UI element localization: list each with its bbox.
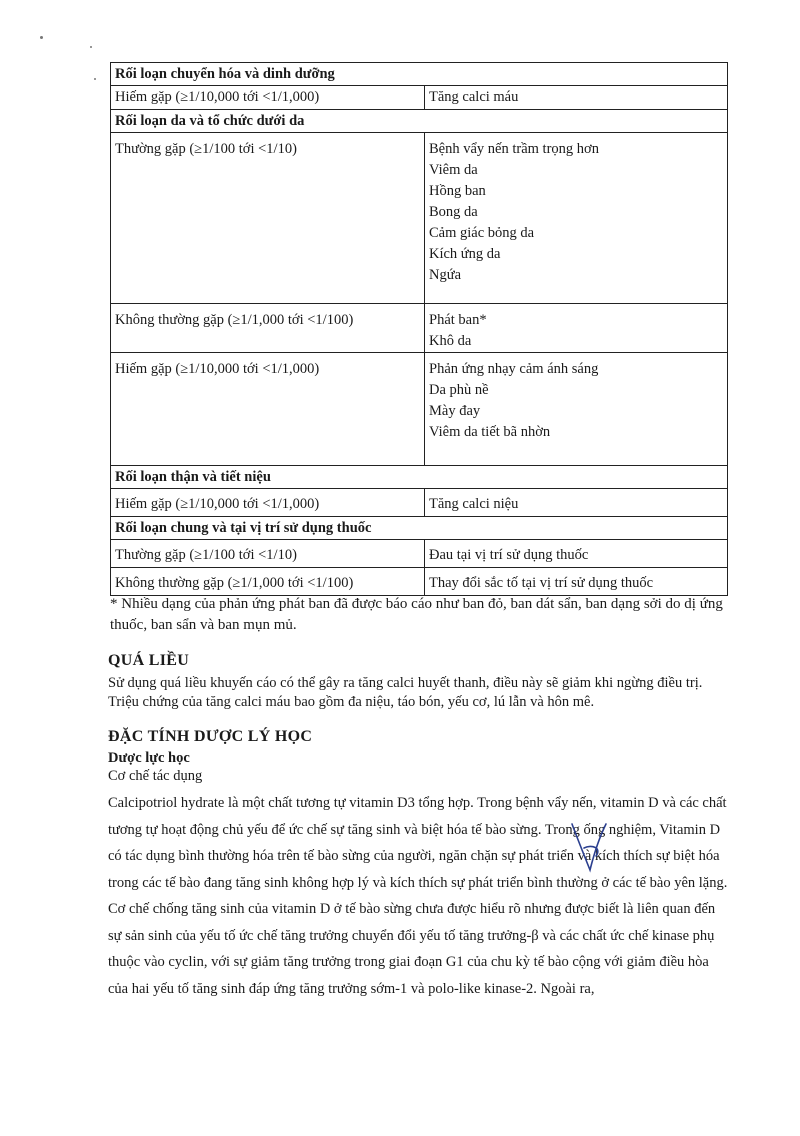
effect-item: Cảm giác bỏng da: [429, 225, 535, 241]
effect-item: Hồng ban: [429, 183, 486, 199]
effect-item: Phát ban*: [429, 312, 487, 328]
adverse-effects-table: [110, 62, 728, 596]
table-section-header: [111, 466, 728, 489]
overdose-heading: QUÁ LIỀU: [108, 652, 190, 669]
effect-cell: [425, 304, 728, 353]
table-row: [111, 353, 728, 466]
effect-item: Bong da: [429, 204, 478, 220]
effect-item: Khô da: [429, 333, 472, 349]
effect-cell: [425, 353, 728, 466]
effect-item: Đau tại vị trí sử dụng thuốc: [429, 547, 589, 563]
table-footnote: * Nhiều dạng của phản ứng phát ban đã được báo cáo như ban đỏ, ban dát sẩn, ban dạng sởi do dị ứng thuốc, ban sẩn và ban mụn mủ.: [110, 596, 723, 633]
effect-item: Ngứa: [429, 267, 462, 283]
frequency-cell: Hiếm gặp (≥1/10,000 tới <1/1,000): [111, 86, 425, 110]
pharmacology-heading: ĐẶC TÍNH DƯỢC LÝ HỌC: [108, 728, 313, 745]
frequency-cell: Hiếm gặp (≥1/10,000 tới <1/1,000): [111, 353, 425, 466]
effect-cell: [425, 489, 728, 517]
frequency-cell: Thường gặp (≥1/100 tới <1/10): [111, 133, 425, 304]
effect-item: Viêm da tiết bã nhờn: [429, 424, 551, 440]
pharmacodynamics-heading: Dược lực học: [108, 750, 190, 766]
effect-cell: [425, 86, 728, 110]
effect-item: Da phù nề: [429, 382, 489, 398]
effect-cell: [425, 133, 728, 304]
mechanism-subheading: Cơ chế tác dụng: [108, 768, 203, 784]
table-section-header: [111, 517, 728, 540]
effect-item: Thay đổi sắc tố tại vị trí sử dụng thuốc: [429, 575, 654, 591]
frequency-cell: Thường gặp (≥1/100 tới <1/10): [111, 540, 425, 568]
section-title: Rối loạn thận và tiết niệu: [111, 466, 728, 489]
scan-speck: [40, 36, 43, 39]
table-row: [111, 133, 728, 304]
effect-item: Mày đay: [429, 403, 481, 419]
effect-cell: [425, 540, 728, 568]
effect-cell: [425, 568, 728, 596]
mechanism-text: Calcipotriol hydrate là một chất tương tự vitamin D3 tổng hợp. Trong bệnh vẩy nến, vitamin D và các chất tương tự hoạt động chủ yếu để ức chế sự tăng sinh và biệt hóa tế bào sừng. Trong ống nghiệm, Vitamin D có tác dụng bình thường hóa trên tế bào sừng của người, ngăn chặn sự phát triển và kích thích sự biệt hóa trong các tế bào đang tăng sinh không hợp lý và kích thích sự phát triển bình thường ở các tế bào yên lặng. Cơ chế chống tăng sinh của vitamin D ở tế bào sừng chưa được hiểu rõ nhưng được biết là liên quan đến sự sản sinh của yếu tố ức chế tăng trưởng chuyển đổi yếu tố tăng trưởng-β và các chất ức chế kinase phụ thuộc vào cyclin, với sự giảm tăng trưởng trong giai đoạn G1 của chu kỳ tế bào cộng với giảm điều hòa của hai yếu tố tăng sinh đáp ứng tăng trưởng sớm-1 và polo-like kinase-2. Ngoài ra,: [108, 795, 728, 997]
section-title: Rối loạn chung và tại vị trí sử dụng thuốc: [111, 517, 728, 540]
table-row: [111, 86, 728, 110]
frequency-cell: Hiếm gặp (≥1/10,000 tới <1/1,000): [111, 489, 425, 517]
effect-item: Viêm da: [429, 162, 478, 178]
handwritten-initial: [566, 818, 616, 878]
effect-item: Tăng calci máu: [429, 89, 519, 105]
table-row: [111, 304, 728, 353]
table-row: [111, 540, 728, 568]
table-row: [111, 568, 728, 596]
scan-speck: [90, 46, 92, 48]
section-title: Rối loạn da và tổ chức dưới da: [111, 110, 728, 133]
effect-item: Phản ứng nhạy cảm ánh sáng: [429, 361, 599, 377]
scan-speck: [94, 78, 96, 80]
frequency-cell: Không thường gặp (≥1/1,000 tới <1/100): [111, 568, 425, 596]
frequency-cell: Không thường gặp (≥1/1,000 tới <1/100): [111, 304, 425, 353]
effect-item: Bệnh vẩy nến trầm trọng hơn: [429, 141, 599, 157]
section-title: Rối loạn chuyển hóa và dinh dưỡng: [111, 63, 728, 86]
effect-item: Tăng calci niệu: [429, 496, 519, 512]
table-row: [111, 489, 728, 517]
table-section-header: [111, 63, 728, 86]
overdose-text: Sử dụng quá liều khuyến cáo có thể gây ra tăng calci huyết thanh, điều này sẽ giảm khi ngừng điều trị. Triệu chứng của tăng calci máu bao gồm đa niệu, táo bón, yếu cơ, lú lẫn và hôn mê.: [108, 675, 703, 710]
table-section-header: [111, 110, 728, 133]
effect-item: Kích ứng da: [429, 246, 501, 262]
